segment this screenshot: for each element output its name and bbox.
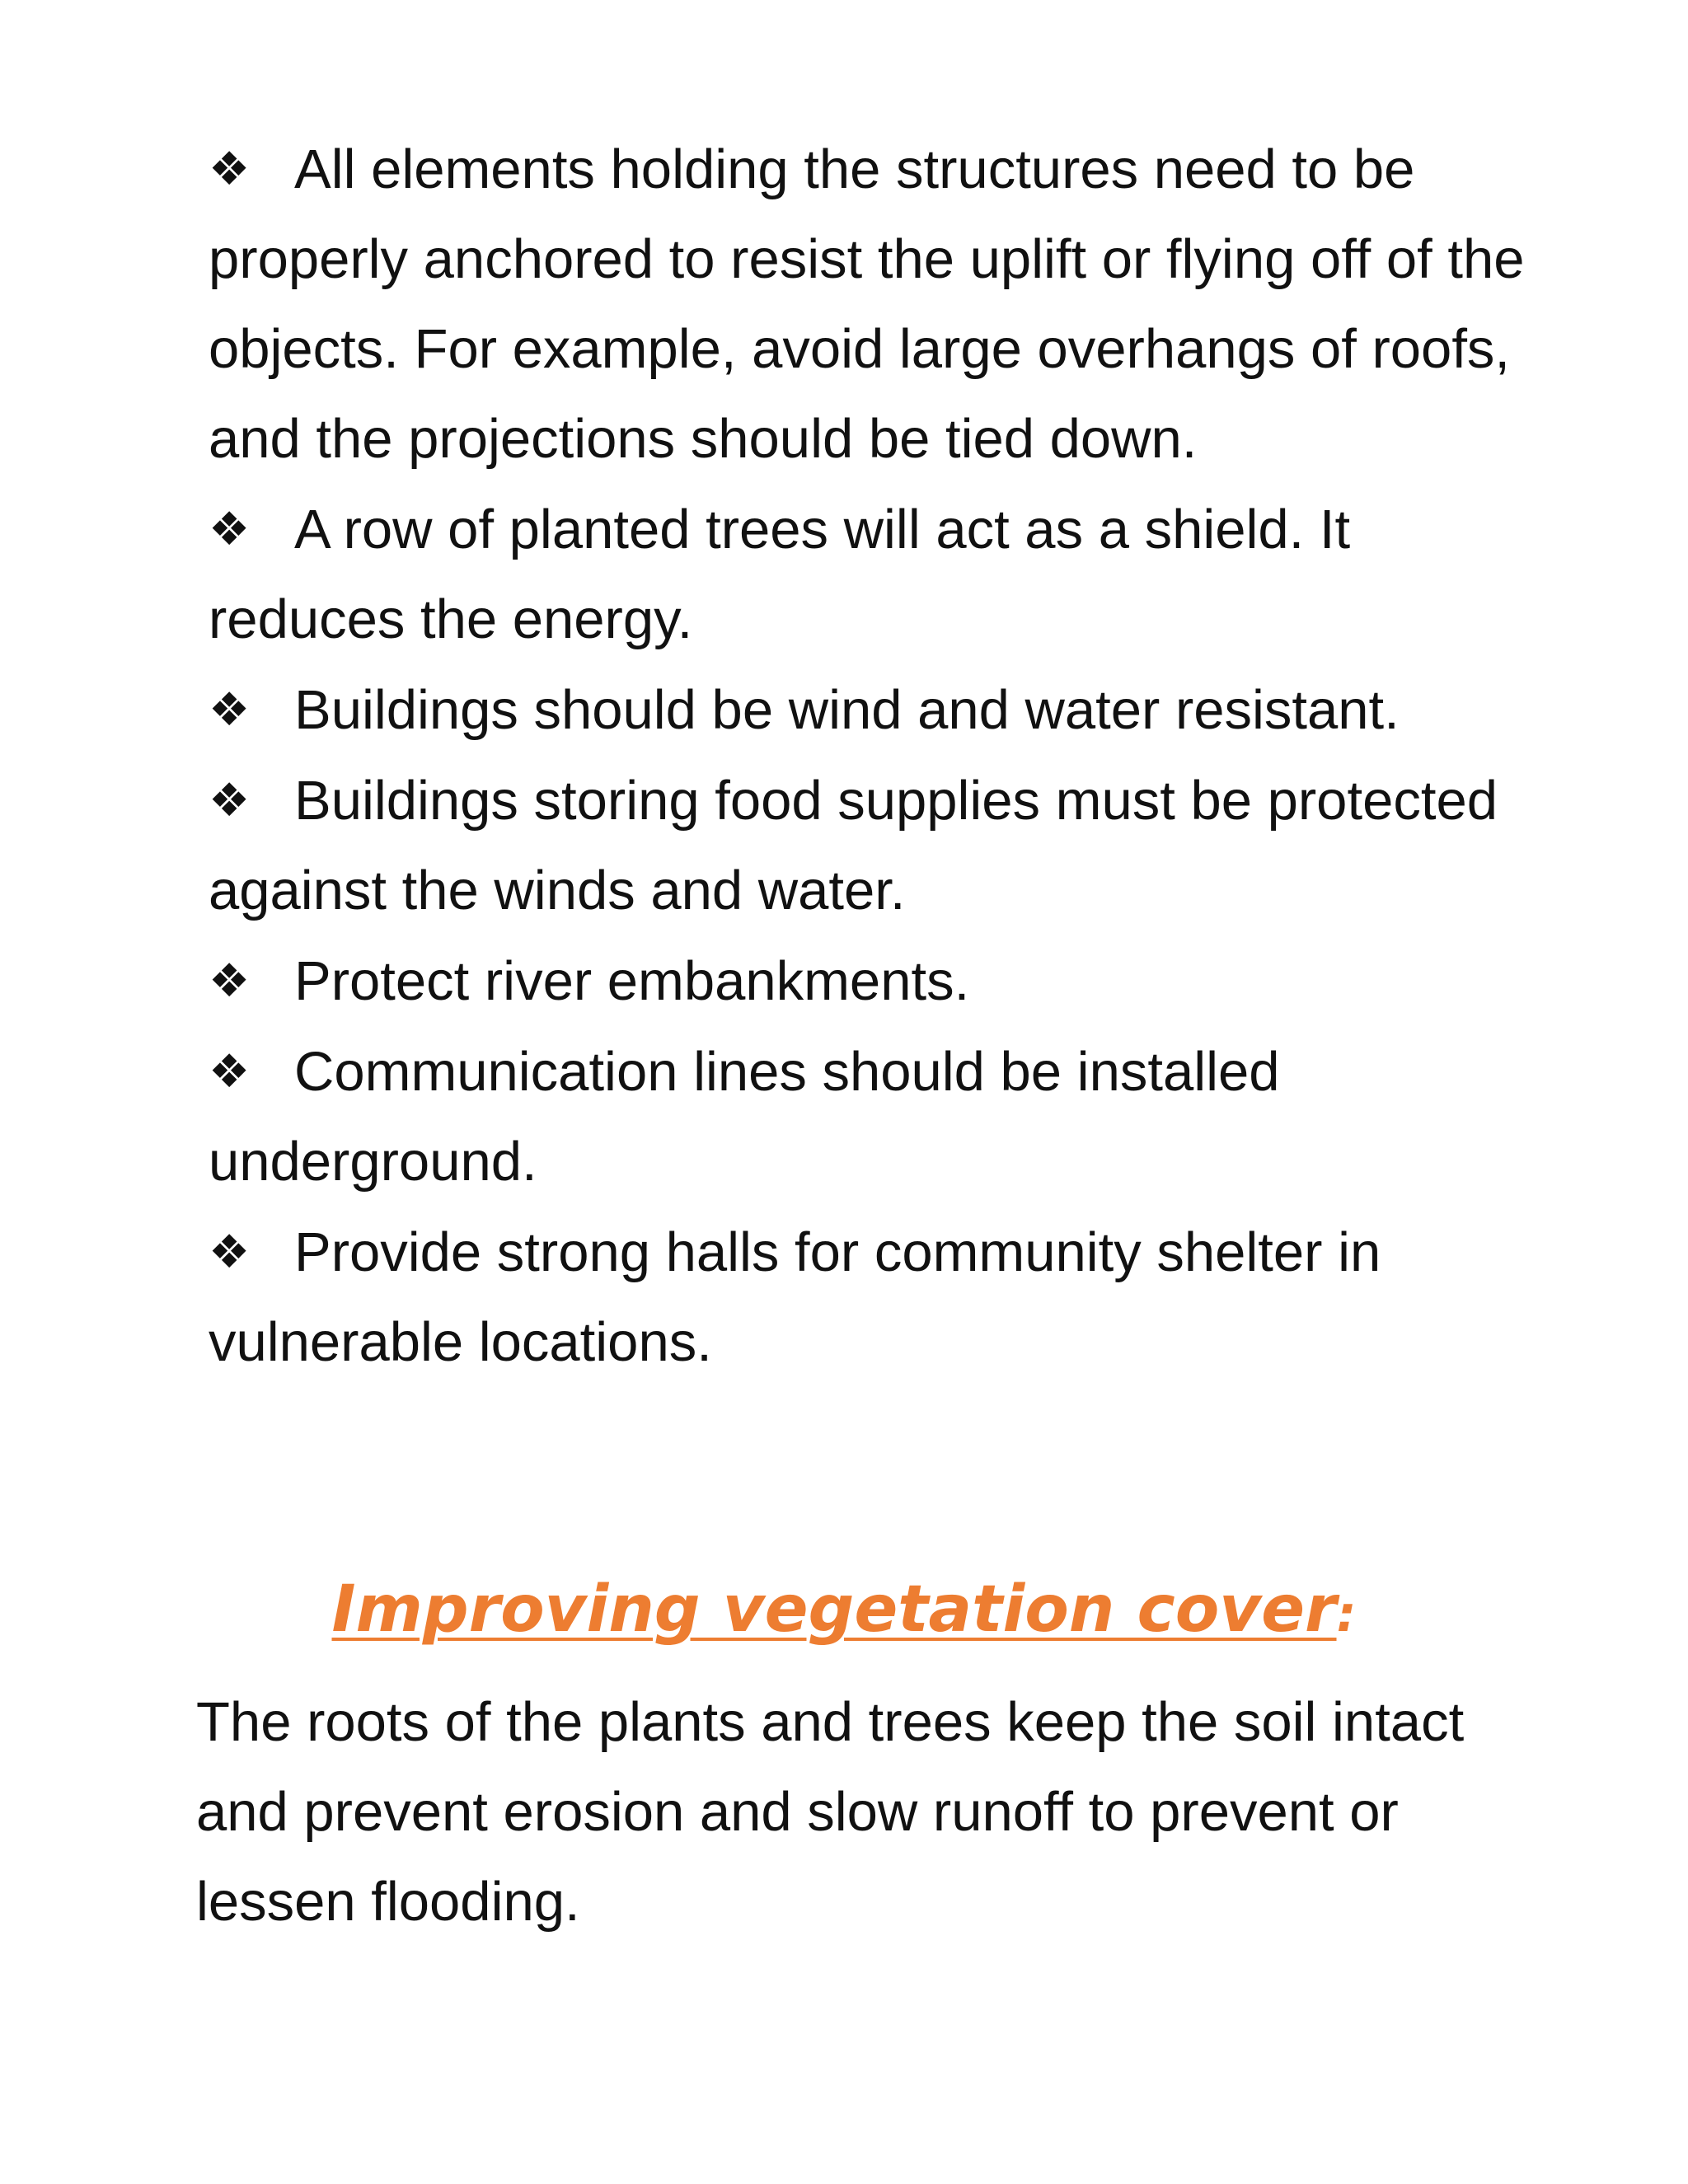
four-diamond-bullet-icon: ❖ <box>209 503 251 555</box>
four-diamond-bullet-icon: ❖ <box>209 1045 251 1097</box>
four-diamond-bullet-icon: ❖ <box>209 1226 251 1277</box>
four-diamond-bullet-icon: ❖ <box>209 954 251 1006</box>
list-item <box>209 935 1527 1026</box>
list-item <box>209 664 1527 755</box>
list-item <box>209 755 1527 935</box>
list-item-text: Buildings storing food supplies must be protected against the winds and water. <box>209 770 1498 921</box>
list-item-text: Provide strong halls for community shelter in vulnerable locations. <box>209 1221 1381 1373</box>
section-heading <box>0 1568 1688 1656</box>
list-item <box>209 1207 1527 1387</box>
list-item-text: Protect river embankments. <box>294 950 970 1012</box>
four-diamond-bullet-icon: ❖ <box>209 774 251 826</box>
section-heading-colon: : <box>1336 1586 1357 1643</box>
section-heading-text: Improving vegetation cover <box>331 1572 1337 1647</box>
list-item <box>209 124 1527 484</box>
list-item-text: Buildings should be wind and water resistant. <box>294 679 1400 741</box>
bullet-list <box>209 124 1527 1387</box>
list-item-text: Communication lines should be installed underground. <box>209 1041 1280 1193</box>
list-item-text: All elements holding the structures need to be properly anchored to resist the uplift or flying off of the objects. For example, avoid large overhangs of roofs, and the projections should be tied down. <box>209 138 1525 470</box>
four-diamond-bullet-icon: ❖ <box>209 683 251 735</box>
list-item <box>209 1026 1527 1207</box>
four-diamond-bullet-icon: ❖ <box>209 143 251 194</box>
list-item <box>209 484 1527 664</box>
list-item-text: A row of planted trees will act as a shield. It reduces the energy. <box>209 499 1351 650</box>
body-paragraph: The roots of the plants and trees keep the soil intact and prevent erosion and slow runoff to prevent or lessen flooding. <box>196 1691 1465 1933</box>
